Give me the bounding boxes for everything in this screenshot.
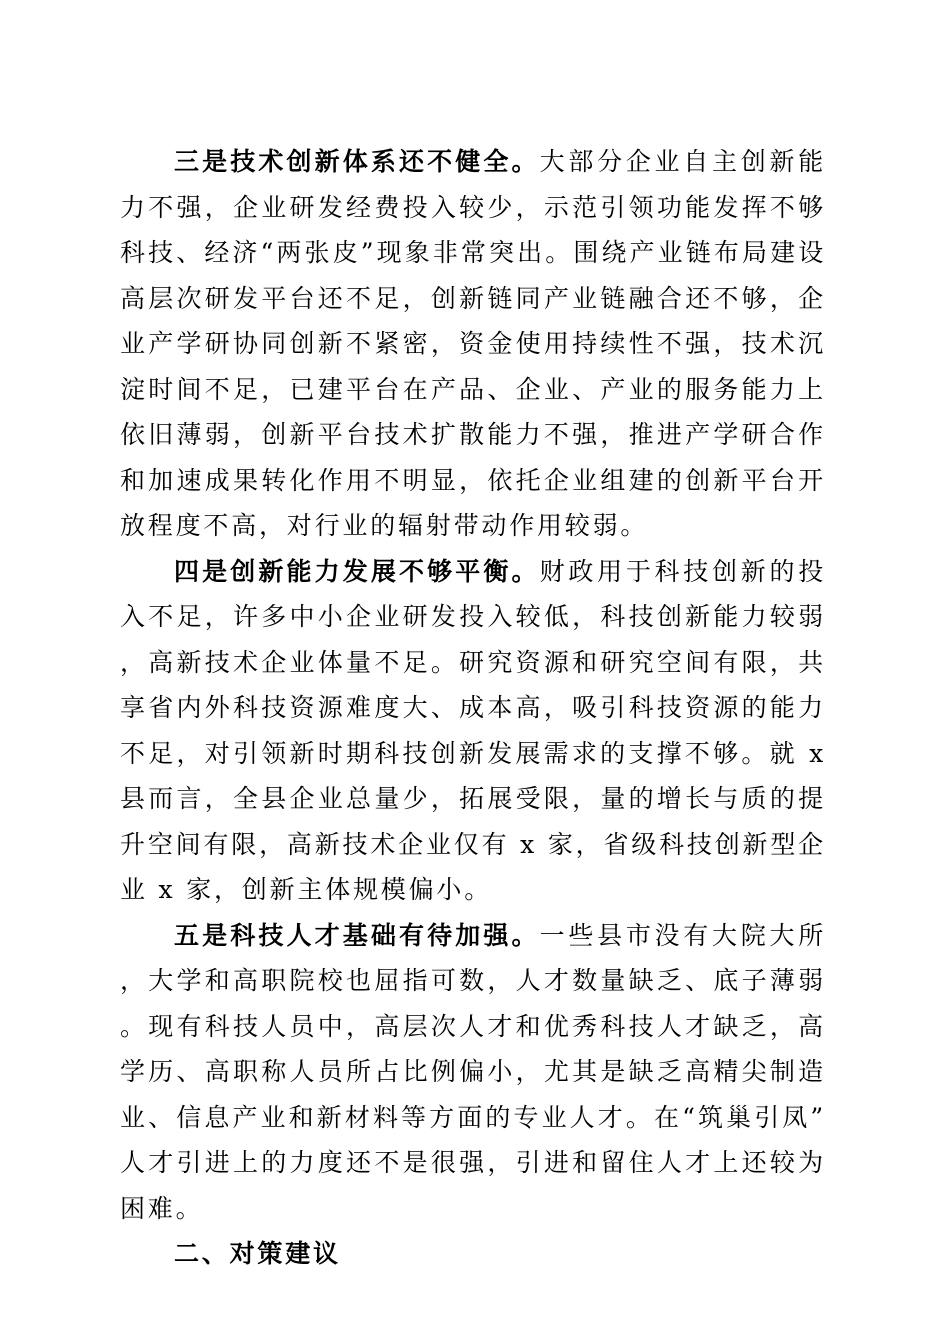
paragraph-lead: 五是科技人才基础有待加强。 — [174, 920, 540, 950]
paragraph-lead: 三是技术创新体系还不健全。 — [174, 147, 540, 176]
paragraph-body: 一些县市没有大院大所，大学和高职院校也屈指可数，人才数量缺乏、底子薄弱。现有科技人员中，高层次人才和优秀科技人才缺乏，高学历、高职称人员所占比例偏小，尤其是缺乏高精尖制造业、信息产业和新材料等方面的专业人才。在“筑巢引凤”人才引进上的力度还不是很强，引进和留住人才上还较为困难。 — [120, 920, 826, 1223]
paragraph-innovation-balance — [120, 549, 826, 913]
paragraph-talent-foundation — [120, 913, 826, 1232]
paragraph-lead: 四是创新能力发展不够平衡。 — [174, 556, 540, 586]
paragraph-body: 财政用于科技创新的投入不足，许多中小企业研发投入较低，科技创新能力较弱，高新技术企业体量不足。研究资源和研究空间有限，共享省内外科技资源难度大、成本高，吸引科技资源的能力不足，对引领新时期科技创新发展需求的支撑不够。就 x 县而言，全县企业总量少，拓展受限，量的增长与质的提升空间有限，高新技术企业仅有 x 家，省级科技创新型企业 x 家，创新主体规模偏小。 — [120, 556, 826, 904]
document-page — [120, 139, 826, 1277]
section-heading: 二、对策建议 — [174, 1239, 341, 1268]
paragraph-tech-innovation-system — [120, 139, 826, 549]
paragraph-body: 大部分企业自主创新能力不强，企业研发经费投入较少，示范引领功能发挥不够科技、经济“两张皮”现象非常突出。围绕产业链布局建设高层次研发平台还不足，创新链同产业链融合还不够，企业产学研协同创新不紧密，资金使用持续性不强，技术沉淀时间不足，已建平台在产品、企业、产业的服务能力上依旧薄弱，创新平台技术扩散能力不强，推进产学研合作和加速成果转化作用不明显，依托企业组建的创新平台开放程度不高，对行业的辐射带动作用较弱。 — [120, 147, 826, 540]
